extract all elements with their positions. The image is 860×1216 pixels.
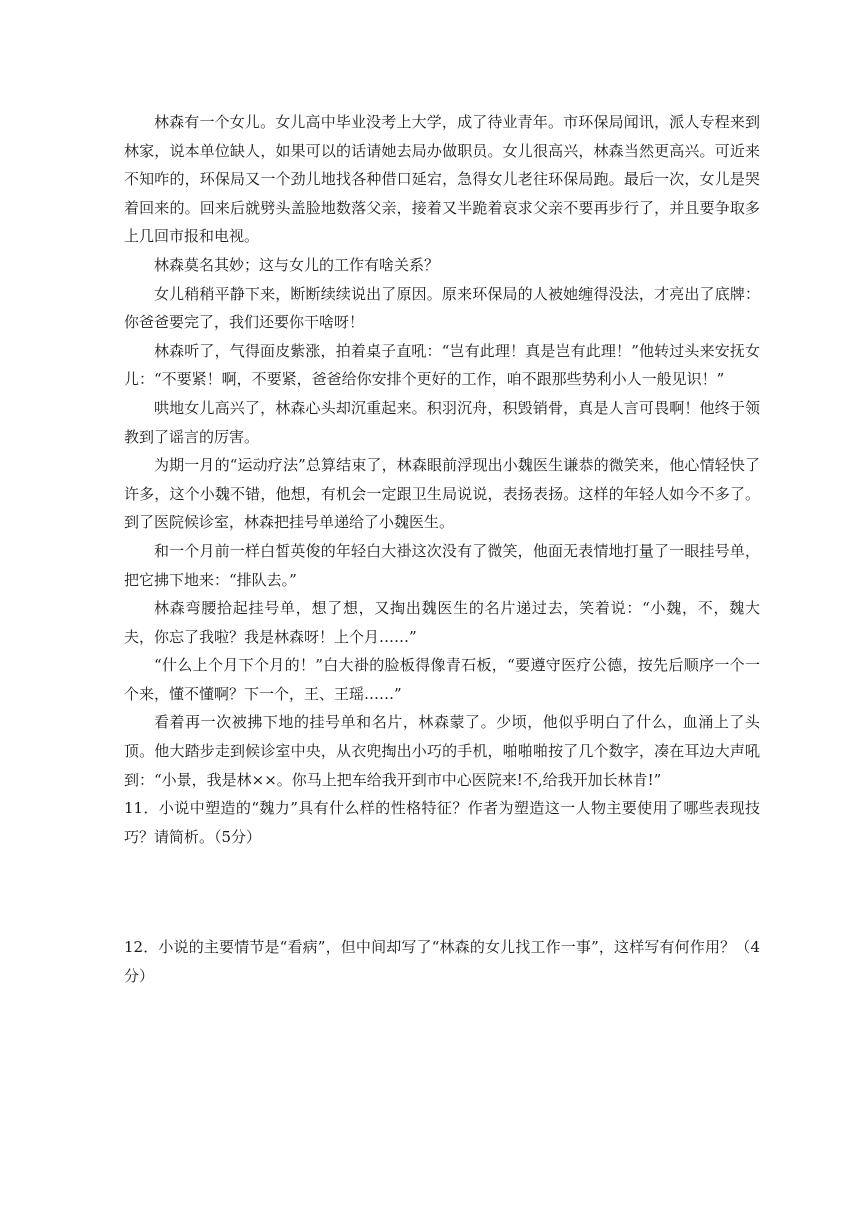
story-paragraph-8: 林森弯腰拾起挂号单，想了想，又掏出魏医生的名片递过去，笑着说：“小魏，不，魏大夫，你忘了我啦？我是林森呀！上个月……” — [124, 599, 760, 646]
story-paragraph-4: 林森听了，气得面皮紫涨，拍着桌子直吼：“岂有此理！真是岂有此理！”他转过头来安抚女儿：“不要紧！啊，不要紧，爸爸给你安排个更好的工作，咱不跟那些势利小人一般见识！” — [124, 341, 760, 389]
story-paragraph-6: 为期一月的“运动疗法”总算结束了，林森眼前浮现出小魏医生谦恭的微笑来，他心情轻快了许多，这个小魏不错，他想，有机会一定跟卫生局说说，表扬表扬。这样的年轻人如今不多了。到了医院候诊室，林森把挂号单递给了小魏医生。 — [124, 456, 760, 532]
story-paragraph-9: “什么上个月下个月的！”白大褂的脸板得像青石板，“要遵守医疗公德，按先后顺序一个一个来，懂不懂啊？下一个，王、王瑶……” — [124, 656, 760, 703]
document-page — [124, 108, 760, 991]
question-11: 11．小说中塑造的“魏力”具有什么样的性格特征？作者为塑造这一人物主要使用了哪些表现技巧？请简析。（5分） — [124, 799, 760, 846]
story-paragraph-2: 林森莫名其妙；这与女儿的工作有啥关系？ — [154, 255, 440, 274]
story-paragraph-1: 林森有一个女儿。女儿高中毕业没考上大学，成了待业青年。市环保局闻讯，派人专程来到林家，说本单位缺人，如果可以的话请她去局办做职员。女儿很高兴，林森当然更高兴。可近来不知咋的，环保局又一个劲儿地找各种借口延宕，急得女儿老往环保局跑。最后一次，女儿是哭着回来的。回来后就劈头盖脸地数落父亲，接着又半跪着哀求父亲不要再步行了，并且要争取多上几回市报和电视。 — [124, 113, 760, 246]
question-12: 12．小说的主要情节是“看病”，但中间却写了“林森的女儿找工作一事”，这样写有何作用？（4分） — [124, 938, 760, 986]
story-paragraph-10: 看着再一次被拂下地的挂号单和名片，林森蒙了。少顷，他似乎明白了什么，血涌上了头顶。他大踏步走到候诊室中央，从衣兜掏出小巧的手机，啪啪啪按了几个数字，凑在耳边大声吼到：“小景，我是林××。你马上把车给我开到市中心医院来!不,给我开加长林肯!” — [124, 713, 760, 789]
story-paragraph-3: 女儿稍稍平静下来，断断续续说出了原因。原来环保局的人被她缠得没法，才亮出了底牌：你爸爸要完了，我们还要你干啥呀！ — [124, 284, 760, 332]
story-paragraph-5: 哄地女儿高兴了，林森心头却沉重起来。积羽沉舟，积毁销骨，真是人言可畏啊！他终于领教到了谣言的厉害。 — [124, 398, 760, 446]
story-paragraph-7: 和一个月前一样白皙英俊的年轻白大褂这次没有了微笑，他面无表情地打量了一眼挂号单，把它拂下地来：“排队去。” — [124, 541, 760, 589]
